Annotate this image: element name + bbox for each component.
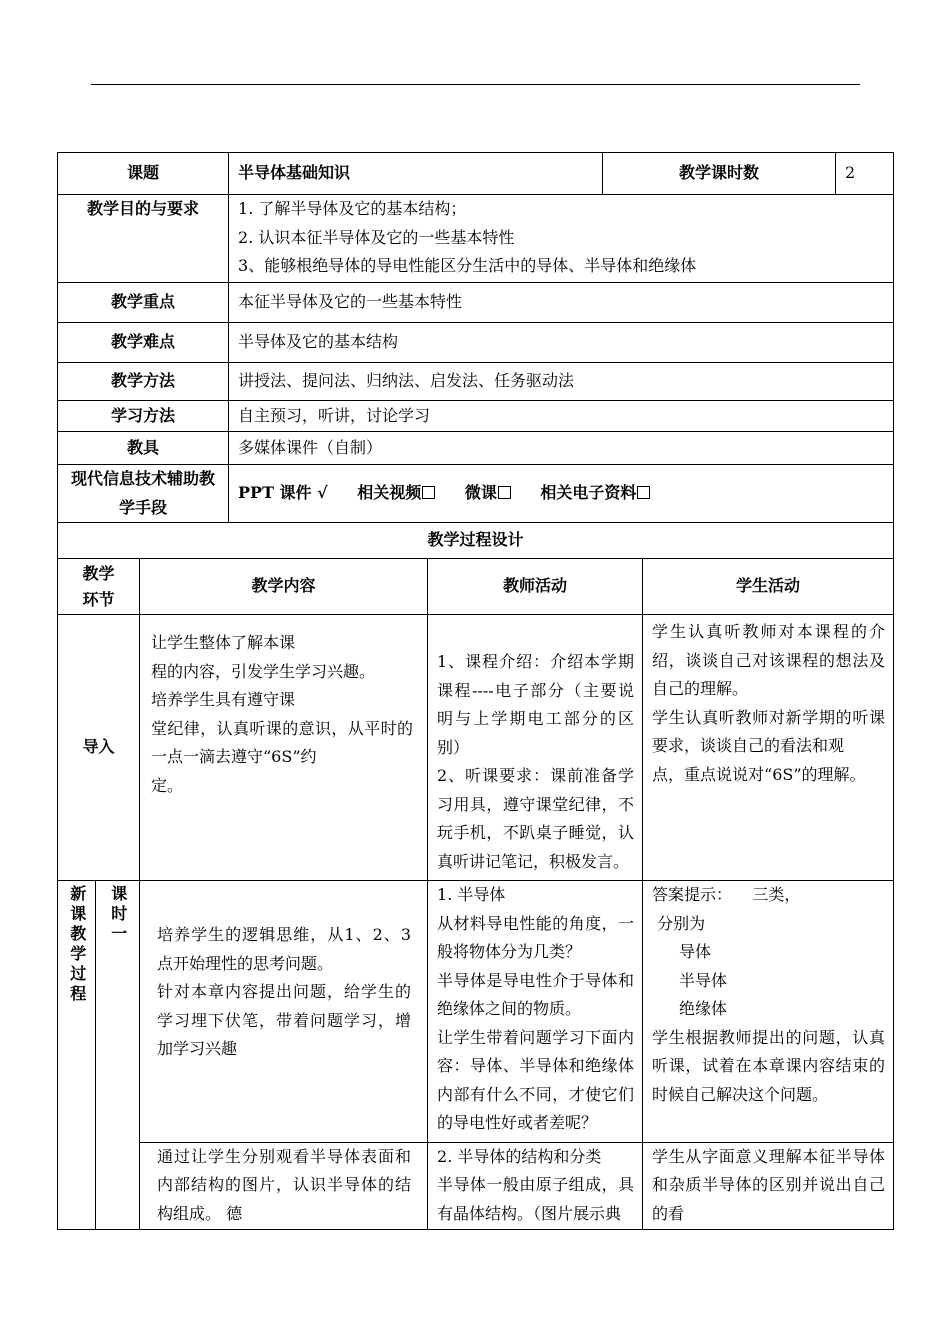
intro-content-line: 堂纪律，认真听课的意识，从平时的一点一滴去遵守“6S”约 <box>151 718 414 766</box>
row2-content <box>140 1142 428 1229</box>
row1-teacher-line: 让学生带着问题学习下面内容：导体、半导体和绝缘体内部有什么不同，才使它们的导电性好或者差呢？ <box>437 1027 635 1132</box>
ematerial-option <box>540 483 650 502</box>
row1-student-line: 分别为 <box>652 913 706 933</box>
process-header-row <box>58 559 894 615</box>
ppt-option: PPT 课件 √ <box>238 483 328 503</box>
hours-label: 教学课时数 <box>603 153 836 195</box>
intro-student-line: 学生认真听教师对本课程的介绍，谈谈自己对该课程的想法及自己的理解。 <box>652 622 886 698</box>
goals-label: 教学目的与要求 <box>58 195 229 283</box>
lesson-plan-table <box>57 152 894 1230</box>
checkbox-icon <box>422 486 435 499</box>
row2-teacher-line: 2. 半导体的结构和分类 <box>437 1146 602 1166</box>
new-lesson-stage-label: 新课教学过程 <box>67 885 87 1005</box>
row1-teacher <box>428 881 643 1143</box>
intro-content-line: 定。 <box>151 775 184 795</box>
col-stage-header: 教学环节 <box>58 559 140 615</box>
intro-content-line: 培养学生具有遵守课 <box>151 690 296 709</box>
intro-teacher-line: 1、课程介绍：介绍本学期课程----电子部分（主要说明与上学期电工部分的区别） <box>437 652 635 757</box>
row1-content-line: 培养学生的逻辑思维，从1、2、3点开始理性的思考问题。 <box>157 925 412 973</box>
learning-method-value: 自主预习，听讲，讨论学习 <box>229 401 894 432</box>
learning-method-label: 学习方法 <box>58 401 229 432</box>
video-label: 相关视频 <box>357 483 422 503</box>
intro-student <box>643 615 894 881</box>
col-student-header: 学生活动 <box>643 559 894 615</box>
row1-teacher-line: 1. 半导体 <box>437 885 506 904</box>
checkbox-icon <box>498 486 511 499</box>
intro-content <box>140 615 428 881</box>
intro-content-line: 让学生整体了解本课 <box>151 633 296 652</box>
video-option <box>357 483 435 502</box>
hours-value: 2 <box>836 153 894 195</box>
row2-student-text: 学生从字面意义理解本征半导体和杂质半导体的区别并说出自己的看 <box>652 1146 886 1223</box>
tools-value: 多媒体课件（自制） <box>229 432 894 465</box>
row1-teacher-line: 半导体是导电性介于导体和绝缘体之间的物质。 <box>437 970 635 1018</box>
learning-method-row <box>58 401 894 432</box>
checkbox-icon <box>637 486 650 499</box>
row2-teacher <box>428 1142 643 1229</box>
intro-teacher <box>428 615 643 881</box>
key-point-row <box>58 283 894 323</box>
tools-row <box>58 432 894 465</box>
difficulty-label: 教学难点 <box>58 323 229 363</box>
new-lesson-row-1 <box>58 881 894 1143</box>
row2-teacher-line: 半导体一般由原子组成，具有晶体结构。（图片展示典 <box>437 1175 635 1223</box>
key-point-label: 教学重点 <box>58 283 229 323</box>
title-row <box>58 153 894 195</box>
title-label: 课题 <box>58 153 229 195</box>
goals-cell <box>229 195 894 283</box>
difficulty-value: 半导体及它的基本结构 <box>229 323 894 363</box>
row2-student <box>643 1142 894 1229</box>
it-aids-label: 现代信息技术辅助教学手段 <box>58 465 229 523</box>
goals-row <box>58 195 894 283</box>
intro-teacher-line: 2、听课要求：课前准备学习用具，遵守课堂纪律，不玩手机，不趴桌子睡觉，认真听讲记笔记，积极发言。 <box>437 766 635 871</box>
title-value: 半导体基础知识 <box>229 153 603 195</box>
micro-label: 微课 <box>464 483 497 503</box>
new-lesson-sub <box>96 881 140 1230</box>
col-content-header: 教学内容 <box>140 559 428 615</box>
new-lesson-stage <box>58 881 96 1230</box>
new-lesson-row-2 <box>58 1142 894 1229</box>
teaching-method-row <box>58 363 894 401</box>
row1-student-line: 绝缘体 <box>679 999 728 1018</box>
row1-student-line: 学生根据教师提出的问题，认真听课，试着在本章课内容结束的时候自己解决这个问题。 <box>652 1027 886 1104</box>
difficulty-row <box>58 323 894 363</box>
key-point-value: 本征半导体及它的一些基本特性 <box>229 283 894 323</box>
it-aids-cell <box>229 465 894 523</box>
row1-student-line: 半导体 <box>679 970 728 990</box>
process-title: 教学过程设计 <box>58 523 894 559</box>
goal-line: 3、能够根绝导体的导电性能区分生活中的导体、半导体和绝缘体 <box>238 256 697 275</box>
it-aids-row <box>58 465 894 523</box>
new-lesson-sub-label: 课时一 <box>108 885 128 945</box>
goal-line: 1. 了解半导体及它的基本结构； <box>238 199 467 218</box>
intro-student-line: 点，重点说说对“6S”的理解。 <box>652 764 866 784</box>
intro-row <box>58 615 894 881</box>
row1-student <box>643 881 894 1143</box>
row1-content <box>140 881 428 1143</box>
goal-line: 2. 认识本征半导体及它的一些基本特性 <box>238 227 515 247</box>
row1-content-line: 针对本章内容提出问题，给学生的学习埋下伏笔，带着问题学习，增加学习兴趣 <box>157 982 412 1058</box>
micro-option <box>465 483 511 502</box>
ematerial-label: 相关电子资料 <box>540 483 637 503</box>
intro-stage: 导入 <box>58 615 140 881</box>
tools-label: 教具 <box>58 432 229 465</box>
intro-content-line: 程的内容，引发学生学习兴趣。 <box>151 661 376 681</box>
teaching-method-label: 教学方法 <box>58 363 229 401</box>
row1-student-line: 导体 <box>679 942 712 961</box>
teaching-method-value: 讲授法、提问法、归纳法、启发法、任务驱动法 <box>229 363 894 401</box>
process-title-row <box>58 523 894 559</box>
header-rule <box>91 84 860 85</box>
intro-student-line: 学生认真听教师对新学期的听课要求，谈谈自己的看法和观 <box>652 707 886 755</box>
row2-content-text: 通过让学生分别观看半导体表面和内部结构的图片，认识半导体的结构组成。 德 <box>157 1146 412 1223</box>
row1-teacher-line: 从材料导电性能的角度，一般将物体分为几类？ <box>437 913 635 961</box>
col-teacher-header: 教师活动 <box>428 559 643 615</box>
row1-student-line: 答案提示： 三类， <box>652 885 801 904</box>
